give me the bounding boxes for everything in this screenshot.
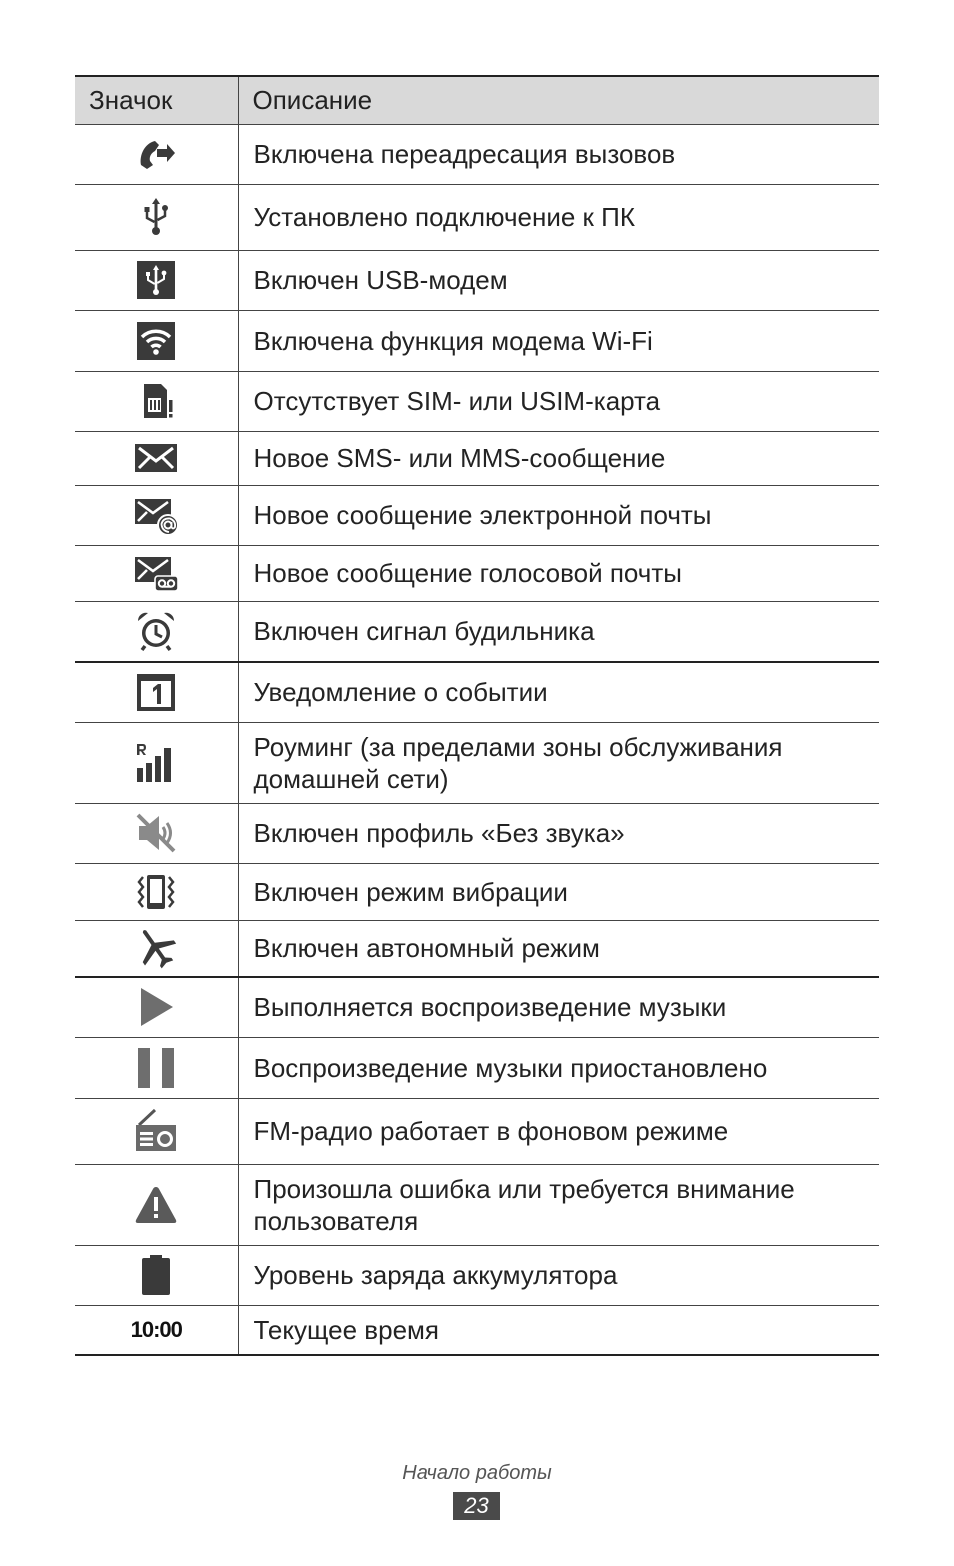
table-row xyxy=(75,371,879,431)
table-row xyxy=(75,1245,879,1305)
table-row xyxy=(75,1164,879,1245)
fm-radio-icon xyxy=(133,1108,179,1154)
row-description: Новое сообщение электронной почты xyxy=(253,500,712,530)
play-icon xyxy=(133,984,179,1030)
row-description: Произошла ошибка или требуется внимание пользователя xyxy=(253,1173,795,1236)
clock-time-sample: 10:00 xyxy=(130,1316,182,1342)
table-row xyxy=(75,1305,879,1355)
no-sim-icon xyxy=(133,378,179,424)
row-description: Включен сигнал будильника xyxy=(253,616,595,647)
alarm-icon xyxy=(133,608,179,654)
table-row xyxy=(75,977,879,1037)
table-row xyxy=(75,920,879,977)
usb-icon xyxy=(133,194,179,240)
airplane-icon xyxy=(133,925,179,971)
usb-tethering-icon xyxy=(133,257,179,303)
silent-icon xyxy=(133,810,179,856)
table-row xyxy=(75,124,879,184)
roaming-icon xyxy=(133,740,179,786)
warning-icon xyxy=(133,1182,179,1228)
voicemail-icon xyxy=(133,550,179,596)
table-row xyxy=(75,184,879,250)
table-row xyxy=(75,250,879,310)
status-icons-table xyxy=(75,75,879,1356)
row-description: Уведомление о событии xyxy=(253,677,548,708)
row-description: Роуминг (за пределами зоны обслуживания домашней сети) xyxy=(253,731,783,794)
row-description: Установлено подключение к ПК xyxy=(253,202,635,232)
row-description: Новое SMS- или MMS-сообщение xyxy=(253,443,666,473)
row-description: Уровень заряда аккумулятора xyxy=(253,1260,618,1290)
table-row xyxy=(75,1037,879,1098)
table-row xyxy=(75,662,879,722)
table-row xyxy=(75,863,879,920)
row-description: Включен режим вибрации xyxy=(253,876,568,907)
calendar-event-icon xyxy=(133,669,179,715)
table-row xyxy=(75,431,879,485)
row-description: Включен USB-модем xyxy=(253,265,508,295)
call-forward-icon xyxy=(133,131,179,177)
page-number: 23 xyxy=(453,1492,500,1520)
header-icon-column: Значок xyxy=(75,76,238,124)
row-description: Включена функция модема Wi-Fi xyxy=(253,325,653,356)
table-row xyxy=(75,485,879,545)
pause-icon xyxy=(133,1045,179,1091)
email-icon xyxy=(133,492,179,538)
table-row xyxy=(75,601,879,662)
table-row xyxy=(75,722,879,803)
footer-section-title: Начало работы xyxy=(402,1462,552,1484)
table-row xyxy=(75,803,879,863)
table-row xyxy=(75,545,879,601)
table-row xyxy=(75,1098,879,1164)
sms-icon xyxy=(133,435,179,481)
table-header-row xyxy=(75,76,879,124)
wifi-hotspot-icon xyxy=(133,318,179,364)
vibrate-icon xyxy=(133,869,179,915)
row-description: Включен профиль «Без звука» xyxy=(253,818,625,848)
row-description: FM-радио работает в фоновом режиме xyxy=(253,1116,729,1146)
battery-icon xyxy=(133,1252,179,1298)
row-description: Включена переадресация вызовов xyxy=(253,139,676,169)
row-description: Воспроизведение музыки приостановлено xyxy=(253,1052,768,1083)
row-description: Включен автономный режим xyxy=(253,933,600,964)
row-description: Отсутствует SIM- или USIM-карта xyxy=(253,386,661,416)
row-description: Новое сообщение голосовой почты xyxy=(253,558,682,588)
row-description: Текущее время xyxy=(253,1314,439,1345)
header-description-column: Описание xyxy=(252,84,373,115)
row-description: Выполняется воспроизведение музыки xyxy=(253,992,727,1023)
table-row xyxy=(75,310,879,371)
